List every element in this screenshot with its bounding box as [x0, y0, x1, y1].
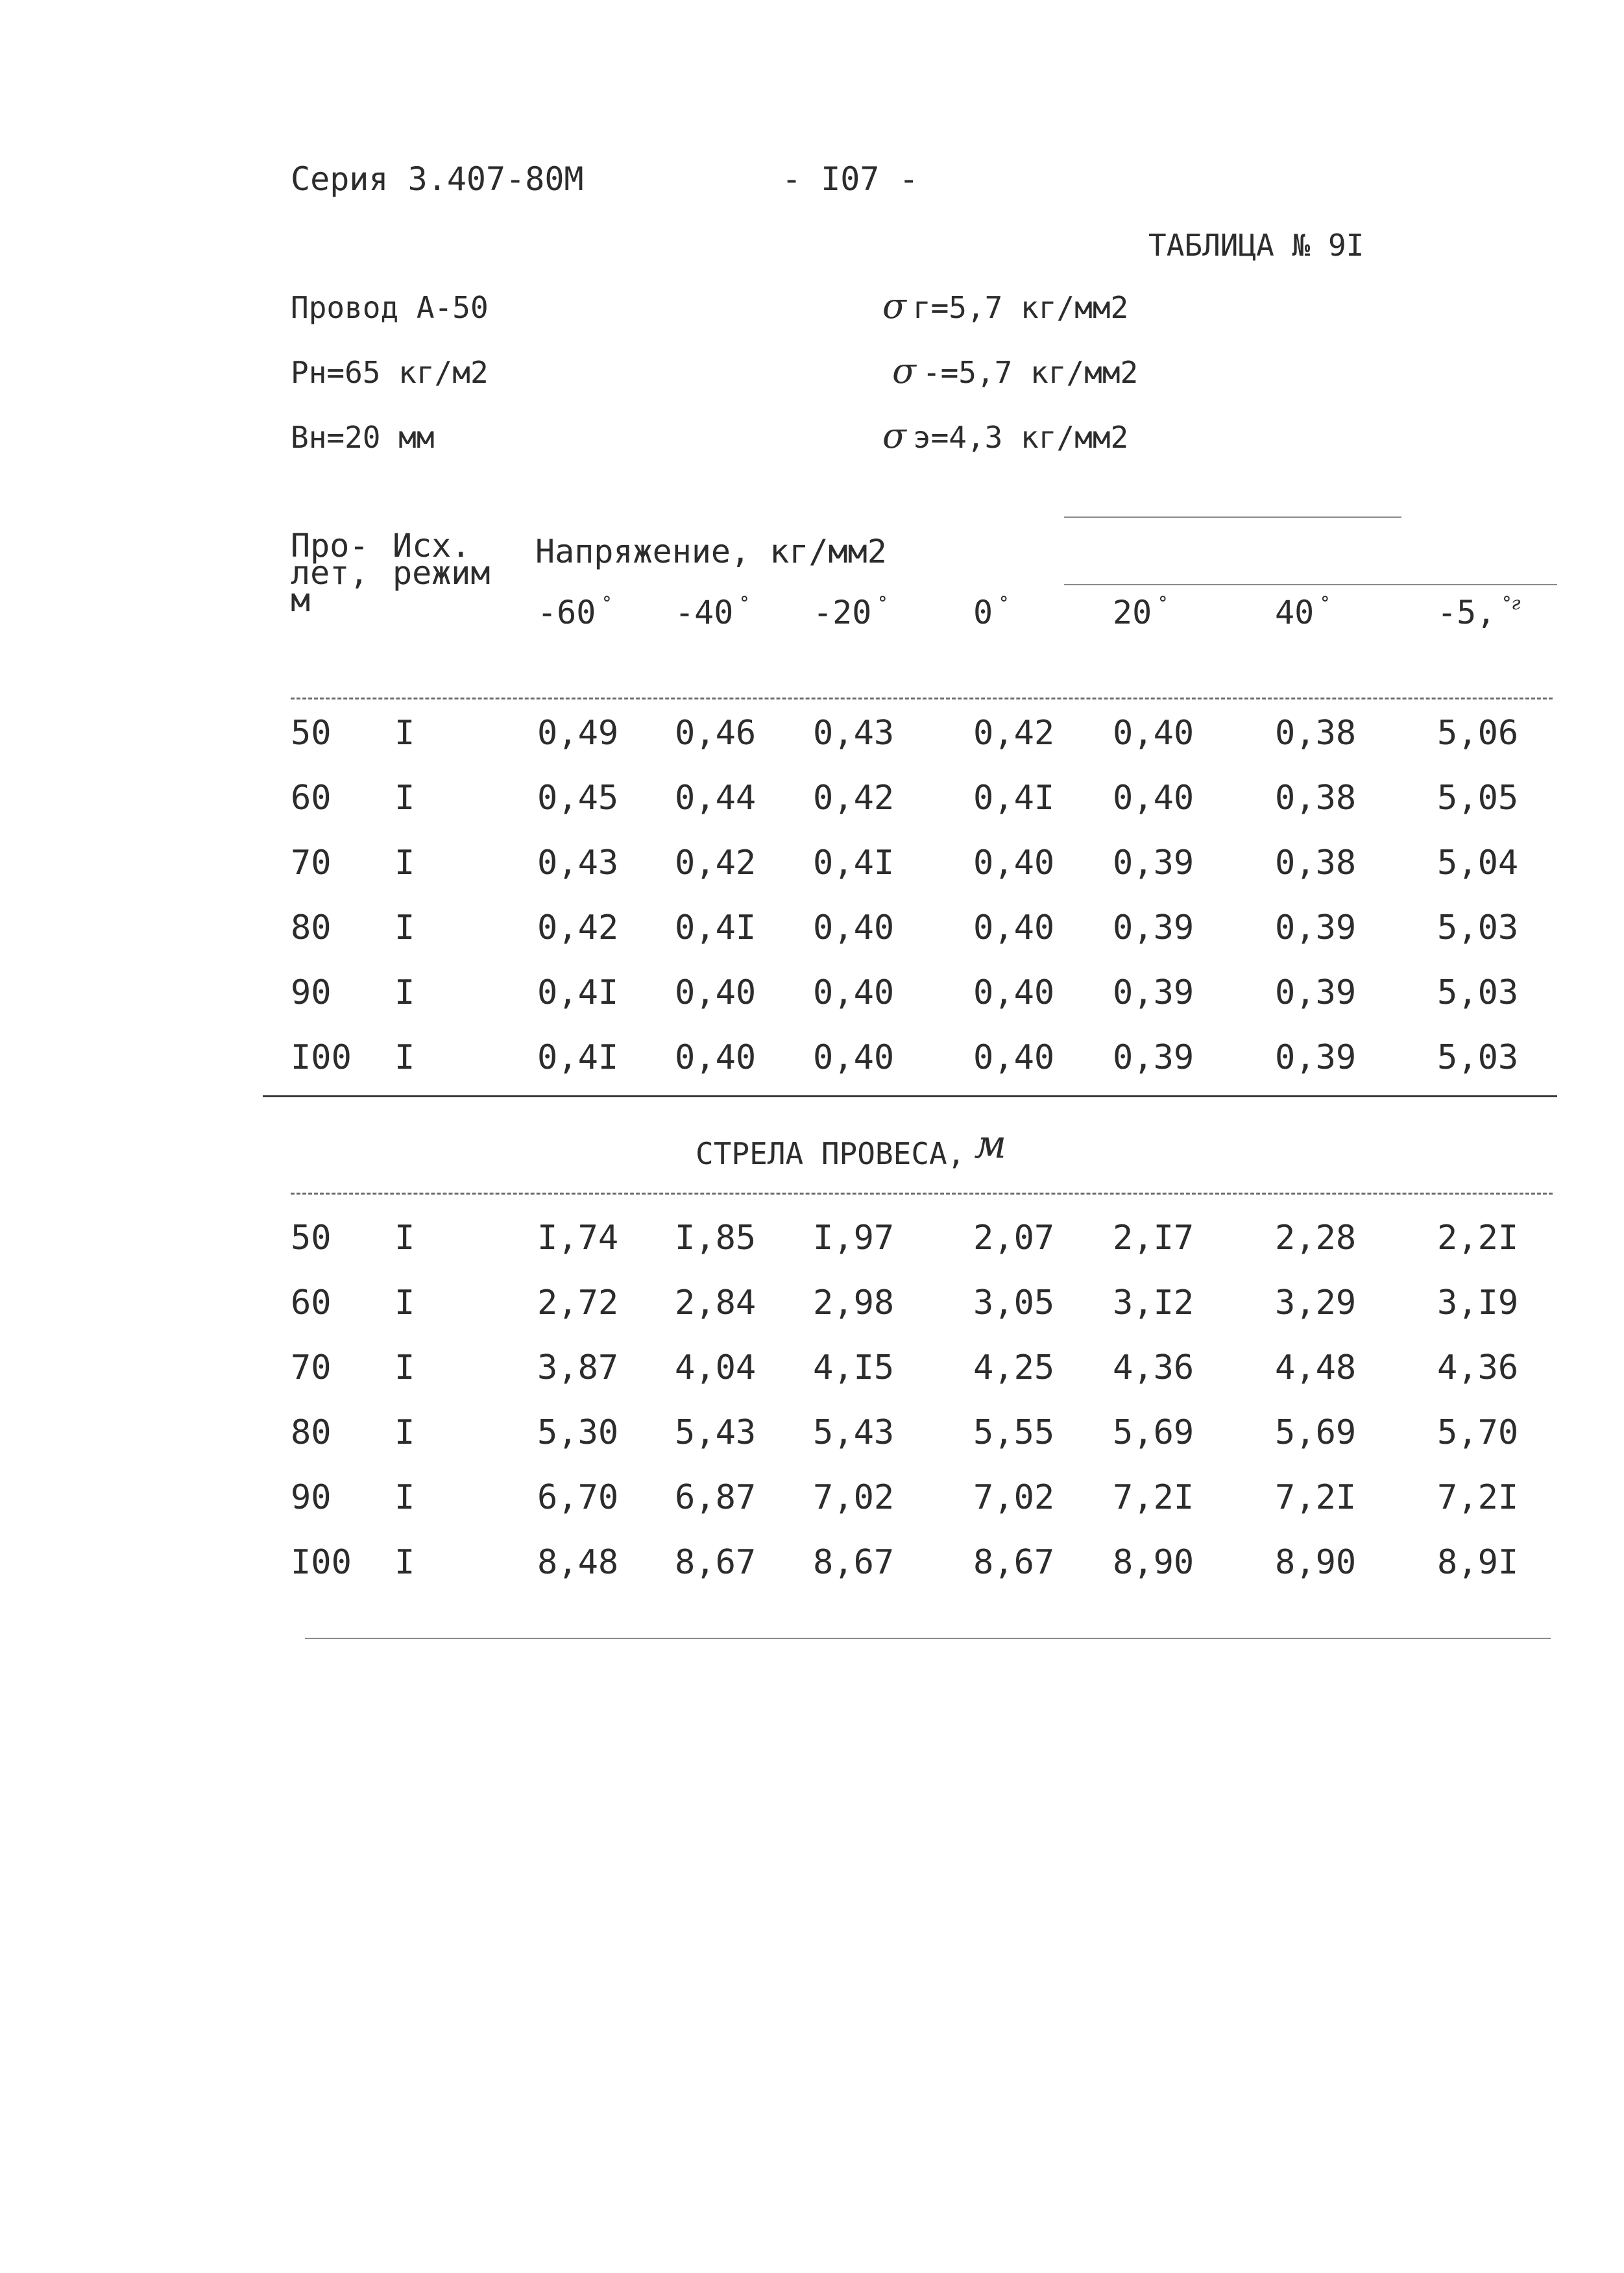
- col-header-mode: [393, 527, 491, 592]
- sag-value-cell: 3,29: [1275, 1283, 1357, 1322]
- stress-group-title: Напряжение, кг/мм2: [535, 533, 887, 570]
- stress-value-cell: 0,4I: [813, 844, 895, 882]
- stress-mode-cell: I: [394, 908, 415, 947]
- sag-value-cell: I,97: [813, 1219, 895, 1258]
- stress-section-bottom-rule: [263, 1095, 1557, 1097]
- sag-value-cell: 2,84: [675, 1283, 757, 1322]
- sag-header-rule: [291, 1193, 1553, 1195]
- param-stress-g: [882, 286, 1129, 326]
- stress-value-cell: 5,03: [1437, 973, 1519, 1012]
- sag-value-cell: 3,87: [537, 1348, 619, 1387]
- stress-value-cell: 0,40: [973, 844, 1055, 882]
- sag-value-cell: 4,25: [973, 1348, 1055, 1387]
- sag-value-cell: 2,98: [813, 1283, 895, 1322]
- sag-mode-cell: I: [394, 1478, 415, 1517]
- temp-value: -60: [537, 594, 596, 631]
- stress-value-cell: 0,4I: [675, 908, 757, 947]
- sag-span-cell: 70: [291, 1348, 332, 1387]
- temp-header-3: [973, 594, 1008, 631]
- stress-value-cell: 0,40: [813, 908, 895, 947]
- stress-value-cell: 0,40: [675, 973, 757, 1012]
- param-wind-pressure: Рн=65 кг/м2: [291, 355, 489, 390]
- stress-value-cell: 0,39: [1113, 1038, 1194, 1077]
- sag-value-cell: 4,04: [675, 1348, 757, 1387]
- stress-value-cell: 0,46: [675, 714, 757, 753]
- col-span-line-1: Про-: [291, 527, 369, 565]
- sag-value-cell: 4,I5: [813, 1348, 895, 1387]
- sag-value-cell: 5,30: [537, 1413, 619, 1452]
- sag-mode-cell: I: [394, 1219, 415, 1258]
- sag-value-cell: 8,67: [675, 1543, 757, 1582]
- stress-mode-cell: I: [394, 779, 415, 818]
- stress-value-cell: 0,4I: [973, 779, 1055, 818]
- temp-degree-mark: °: [878, 592, 888, 614]
- stress-value-cell: 0,44: [675, 779, 757, 818]
- sag-value-cell: 6,87: [675, 1478, 757, 1517]
- stress-span-cell: 70: [291, 844, 332, 882]
- param-stress-min: [892, 350, 1139, 391]
- sag-value-cell: 7,02: [813, 1478, 895, 1517]
- sag-value-cell: 5,69: [1275, 1413, 1357, 1452]
- col-span-line-2: лет,: [291, 554, 369, 592]
- stress-value-cell: 0,38: [1275, 844, 1357, 882]
- stress-value-cell: 0,45: [537, 779, 619, 818]
- sag-section-title: [696, 1122, 1007, 1171]
- table-title: ТАБЛИЦА № 9I: [1148, 228, 1364, 263]
- stress-mode-cell: I: [394, 714, 415, 753]
- temp-value: -5,: [1437, 594, 1496, 631]
- stress-span-cell: I00: [291, 1038, 352, 1077]
- stress-value-cell: 0,39: [1113, 908, 1194, 947]
- sag-value-cell: 3,05: [973, 1283, 1055, 1322]
- header-bottom-rule: [291, 698, 1553, 699]
- stress-value-cell: 0,39: [1275, 908, 1357, 947]
- sag-value-cell: 7,2I: [1275, 1478, 1357, 1517]
- stress-mode-cell: I: [394, 973, 415, 1012]
- series-label: Серия 3.407-80М: [291, 160, 584, 198]
- sag-value-cell: 6,70: [537, 1478, 619, 1517]
- sag-value-cell: 5,43: [813, 1413, 895, 1452]
- sag-value-cell: I,74: [537, 1219, 619, 1258]
- stress-value-cell: 0,4I: [537, 973, 619, 1012]
- temp-degree-mark: °: [1320, 592, 1330, 614]
- stress-span-cell: 60: [291, 779, 332, 818]
- sag-value-cell: 8,9I: [1437, 1543, 1519, 1582]
- stress-value-cell: 0,38: [1275, 714, 1357, 753]
- param-wire: Провод А-50: [291, 290, 489, 325]
- stress-value-cell: 0,40: [813, 1038, 895, 1077]
- sigma-symbol: σ: [882, 415, 906, 456]
- temp-degree-mark: °: [999, 592, 1009, 614]
- stress-mode-cell: I: [394, 1038, 415, 1077]
- stress-span-cell: 90: [291, 973, 332, 1012]
- sag-mode-cell: I: [394, 1348, 415, 1387]
- sag-value-cell: 2,2I: [1437, 1219, 1519, 1258]
- temp-header-2: [813, 594, 887, 631]
- stress-value-cell: 0,42: [537, 908, 619, 947]
- stress-value-cell: 0,38: [1275, 779, 1357, 818]
- sag-title-text: СТРЕЛА ПРОВЕСА,: [696, 1136, 965, 1171]
- stress-value-cell: 0,39: [1113, 844, 1194, 882]
- sag-value-cell: I,85: [675, 1219, 757, 1258]
- sag-value-cell: 2,28: [1275, 1219, 1357, 1258]
- stress-value-cell: 0,42: [675, 844, 757, 882]
- temp-header-5: [1275, 594, 1329, 631]
- sag-value-cell: 2,72: [537, 1283, 619, 1322]
- stress-value-cell: 5,03: [1437, 908, 1519, 947]
- temp-degree-mark: °: [740, 592, 749, 614]
- temp-header-6: [1437, 594, 1520, 631]
- stress-value-cell: 0,39: [1275, 1038, 1357, 1077]
- sag-value-cell: 7,2I: [1113, 1478, 1194, 1517]
- sag-value-cell: 7,02: [973, 1478, 1055, 1517]
- param-stress-min-text: -=5,7 кг/мм2: [922, 355, 1139, 390]
- sag-value-cell: 8,90: [1275, 1543, 1357, 1582]
- stress-value-cell: 0,40: [1113, 714, 1194, 753]
- stress-value-cell: 0,43: [537, 844, 619, 882]
- temp-header-1: [675, 594, 749, 631]
- sigma-symbol: σ: [892, 350, 916, 391]
- stress-value-cell: 0,43: [813, 714, 895, 753]
- temp-value: 20: [1113, 594, 1152, 631]
- sag-mode-cell: I: [394, 1283, 415, 1322]
- sag-value-cell: 8,48: [537, 1543, 619, 1582]
- temp-value: 0: [973, 594, 993, 631]
- sag-value-cell: 5,70: [1437, 1413, 1519, 1452]
- sag-value-cell: 8,67: [813, 1543, 895, 1582]
- sag-value-cell: 8,67: [973, 1543, 1055, 1582]
- stress-value-cell: 0,39: [1113, 973, 1194, 1012]
- param-ice-thickness: Вн=20 мм: [291, 420, 435, 455]
- stress-value-cell: 0,40: [1113, 779, 1194, 818]
- sag-mode-cell: I: [394, 1413, 415, 1452]
- param-stress-e: [882, 415, 1129, 456]
- stress-value-cell: 5,05: [1437, 779, 1519, 818]
- col-header-span: [291, 527, 369, 619]
- stress-span-cell: 50: [291, 714, 332, 753]
- stress-value-cell: 5,06: [1437, 714, 1519, 753]
- stress-value-cell: 0,40: [973, 973, 1055, 1012]
- page-number: - I07 -: [782, 160, 919, 198]
- temp-degree-mark: °: [602, 592, 612, 614]
- sag-span-cell: 50: [291, 1219, 332, 1258]
- sag-span-cell: I00: [291, 1543, 352, 1582]
- sag-value-cell: 8,90: [1113, 1543, 1194, 1582]
- temp-degree-mark: °: [1158, 592, 1168, 614]
- col-span-line-3: м: [291, 581, 311, 619]
- sag-span-cell: 90: [291, 1478, 332, 1517]
- sag-value-cell: 4,48: [1275, 1348, 1357, 1387]
- sag-value-cell: 7,2I: [1437, 1478, 1519, 1517]
- temp-degree-mark: °г: [1502, 592, 1521, 614]
- temp-header-0: [537, 594, 611, 631]
- sag-value-cell: 2,I7: [1113, 1219, 1194, 1258]
- col-mode-line-2: режим: [393, 554, 491, 592]
- stress-value-cell: 5,03: [1437, 1038, 1519, 1077]
- sag-value-cell: 3,I9: [1437, 1283, 1519, 1322]
- sag-span-cell: 60: [291, 1283, 332, 1322]
- sag-value-cell: 5,43: [675, 1413, 757, 1452]
- header-subrule: [1064, 584, 1557, 585]
- scan-artifact-line: [1064, 517, 1401, 518]
- sag-value-cell: 4,36: [1437, 1348, 1519, 1387]
- table-bottom-rule: [305, 1638, 1551, 1639]
- stress-span-cell: 80: [291, 908, 332, 947]
- temp-header-4: [1113, 594, 1167, 631]
- param-stress-g-text: г=5,7 кг/мм2: [912, 290, 1129, 325]
- sag-value-cell: 5,69: [1113, 1413, 1194, 1452]
- stress-value-cell: 0,40: [973, 1038, 1055, 1077]
- sag-value-cell: 3,I2: [1113, 1283, 1194, 1322]
- sag-unit-handwritten: м: [974, 1122, 1007, 1167]
- temp-value: -20: [813, 594, 872, 631]
- stress-value-cell: 0,49: [537, 714, 619, 753]
- stress-value-cell: 0,40: [675, 1038, 757, 1077]
- stress-value-cell: 5,04: [1437, 844, 1519, 882]
- stress-value-cell: 0,4I: [537, 1038, 619, 1077]
- sigma-symbol: σ: [882, 286, 906, 326]
- stress-value-cell: 0,39: [1275, 973, 1357, 1012]
- sag-span-cell: 80: [291, 1413, 332, 1452]
- col-mode-line-1: Исх.: [393, 527, 471, 565]
- sag-value-cell: 4,36: [1113, 1348, 1194, 1387]
- stress-value-cell: 0,42: [813, 779, 895, 818]
- temp-value: 40: [1275, 594, 1315, 631]
- sag-value-cell: 5,55: [973, 1413, 1055, 1452]
- stress-value-cell: 0,42: [973, 714, 1055, 753]
- sag-mode-cell: I: [394, 1543, 415, 1582]
- temp-value: -40: [675, 594, 734, 631]
- stress-value-cell: 0,40: [813, 973, 895, 1012]
- param-stress-e-text: э=4,3 кг/мм2: [912, 420, 1129, 455]
- stress-mode-cell: I: [394, 844, 415, 882]
- stress-value-cell: 0,40: [973, 908, 1055, 947]
- sag-value-cell: 2,07: [973, 1219, 1055, 1258]
